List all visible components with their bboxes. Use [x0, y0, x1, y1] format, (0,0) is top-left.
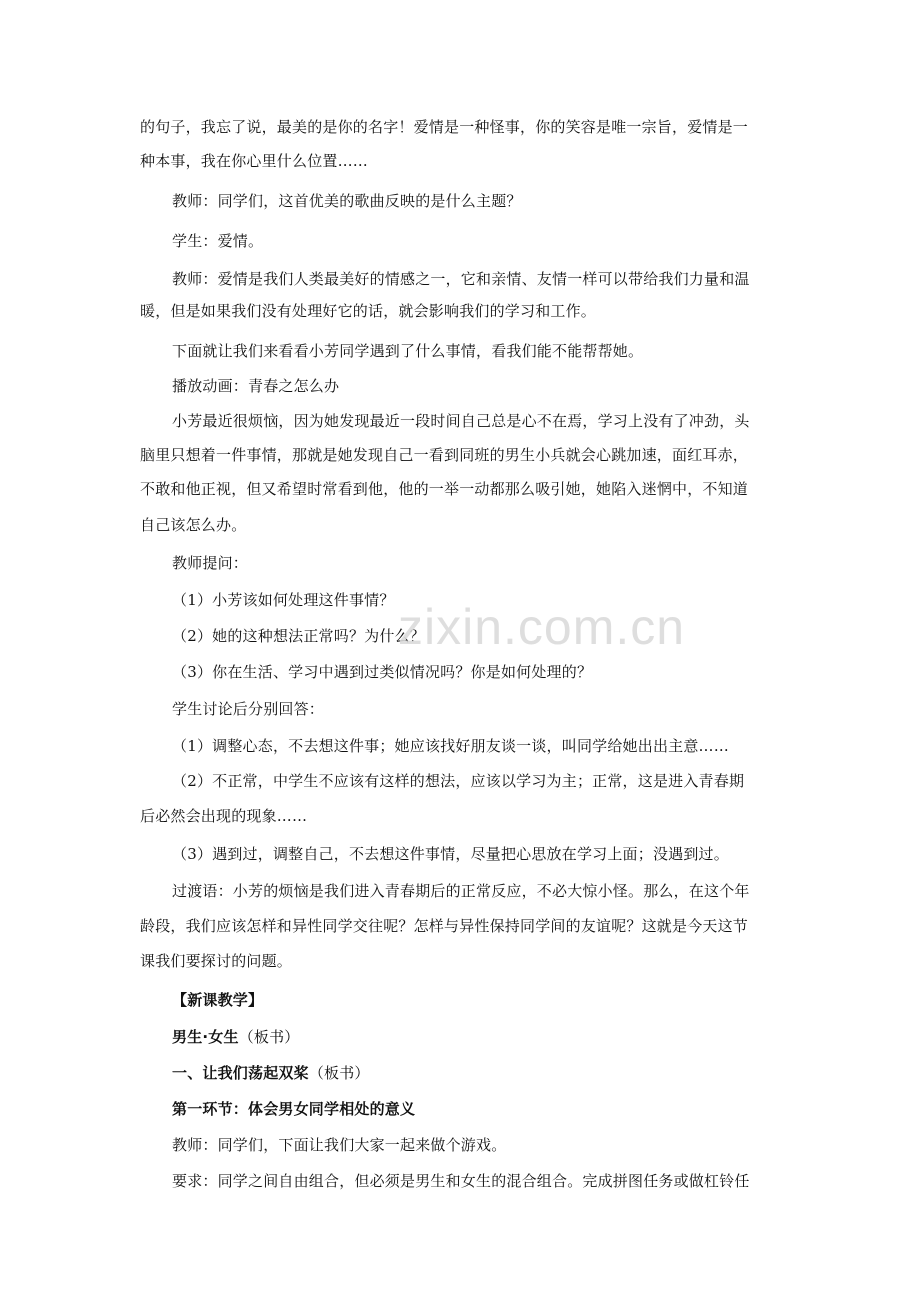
paragraph-line: 的句子，我忘了说，最美的是你的名字！爱情是一种怪事，你的笑容是唯一宗旨，爱情是一: [140, 118, 749, 136]
heading-new-lesson: 【新课教学】: [172, 991, 264, 1009]
paragraph-line: 要求：同学之间自由组合，但必须是男生和女生的混合组合。完成拼图任务或做杠铃任: [172, 1172, 750, 1190]
paragraph-line: （3）你在生活、学习中遇到过类似情况吗？你是如何处理的？: [172, 663, 593, 681]
paragraph-line: 下面就让我们来看看小芳同学遇到了什么事情，看我们能不能帮帮她。: [172, 342, 644, 360]
section-heading-note: （板书）: [308, 1064, 370, 1082]
paragraph-line: 学生讨论后分别回答：: [172, 700, 325, 718]
paragraph-line: （1）调整心态，不去想这件事；她应该找好朋友谈一谈，叫同学给她出出主意……: [172, 737, 729, 755]
paragraph-line: （1）小芳该如何处理这件事情？: [172, 591, 395, 609]
paragraph-line: 教师提问：: [172, 554, 249, 572]
paragraph-line: （3）遇到过，调整自己，不去想这件事情，尽量把心思放在学习上面；没遇到过。: [172, 845, 729, 863]
board-title-note: （板书）: [238, 1028, 300, 1046]
paragraph-line: （2）不正常，中学生不应该有这样的想法，应该以学习为主；正常，这是进入青春期: [172, 772, 745, 790]
paragraph-line: 脑里只想着一件事情，那就是她发现自己一看到同班的男生小兵就会心跳加速，面红耳赤，: [140, 446, 749, 464]
step-heading: 第一环节：体会男女同学相处的意义: [172, 1100, 416, 1118]
paragraph-line: （2）她的这种想法正常吗？为什么？: [172, 627, 425, 645]
paragraph-line: 龄段，我们应该怎样和异性同学交往呢？怎样与异性保持同学间的友谊呢？这就是今天这节: [140, 917, 749, 935]
paragraph-line: 暖，但是如果我们没有处理好它的话，就会影响我们的学习和工作。: [140, 302, 597, 320]
paragraph-line: 学生：爱情。: [172, 232, 264, 250]
paragraph-line: 后必然会出现的现象……: [140, 807, 308, 825]
paragraph-line: 过渡语：小芳的烦恼是我们进入青春期后的正常反应，不必大惊小怪。那么，在这个年: [172, 882, 750, 900]
paragraph-line: 播放动画：青春之怎么办: [172, 377, 340, 395]
paragraph-line: 教师：同学们，下面让我们大家一起来做个游戏。: [172, 1136, 507, 1154]
paragraph-line: 小芳最近很烦恼，因为她发现最近一段时间自己总是心不在焉，学习上没有了冲劲，头: [172, 412, 750, 430]
section-heading: [172, 1056, 782, 1090]
paragraph-line: 种本事，我在你心里什么位置……: [140, 152, 369, 170]
paragraph-line: 教师：同学们，这首优美的歌曲反映的是什么主题？: [172, 192, 522, 210]
paragraph-line: 课我们要探讨的问题。: [140, 952, 293, 970]
paragraph-line: 自己该怎么办。: [140, 516, 247, 534]
section-heading-bold: 一、让我们荡起双桨: [172, 1064, 309, 1082]
board-title: [172, 1020, 782, 1054]
paragraph-line: 不敢和他正视，但又希望时常看到他，他的一举一动都那么吸引她，她陷入迷惘中，不知道: [140, 480, 749, 498]
paragraph-line: 教师：爱情是我们人类最美好的情感之一，它和亲情、友情一样可以带给我们力量和温: [172, 270, 750, 288]
board-title-bold: 男生·女生: [172, 1028, 239, 1046]
watermark: zixin.com.cn: [398, 599, 686, 655]
